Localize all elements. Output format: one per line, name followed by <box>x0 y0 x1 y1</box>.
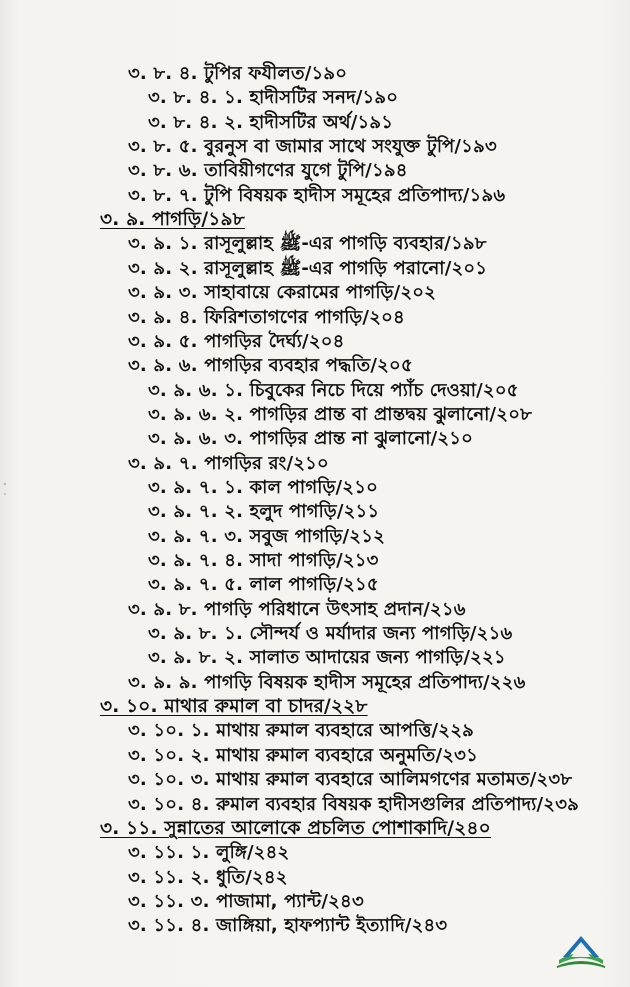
toc-entry: ৩. ১১. ৪. জাঙ্গিয়া, হাফপ্যান্ট ইত্যাদি/২৪৩ <box>128 915 448 936</box>
toc-entry: ৩. ৯. ৪. ফিরিশতাগণের পাগড়ি/২০৪ <box>128 307 405 328</box>
toc-entry: ৩. ৮. ৬. তাবিয়ীগণের যুগে টুপি/১৯৪ <box>128 160 408 181</box>
toc-entry: ৩. ৯. ৭. ৫. লাল পাগড়ি/২১৫ <box>148 574 379 595</box>
toc-entry: ৩. ৯. ৭. ১. কাল পাগড়ি/২১০ <box>148 477 378 498</box>
toc-entry: ৩. ৯. ৬. পাগড়ির ব্যবহার পদ্ধতি/২০৫ <box>128 355 413 376</box>
toc-entry: ৩. ৮. ৭. টুপি বিষয়ক হাদীস সমূহের প্রতিপাদ্য/১৯৬ <box>128 185 506 206</box>
toc-entry: ৩. ৯. ৩. সাহাবায়ে কেরামের পাগড়ি/২০২ <box>128 282 437 303</box>
toc-entry: ৩. ১০. ১. মাথায় রুমাল ব্যবহারে আপত্তি/২২৯ <box>128 720 474 741</box>
toc-entry: ৩. ৯. ৬. ৩. পাগড়ির প্রান্ত না ঝুলানো/২১০ <box>148 428 474 449</box>
book-logo-icon <box>553 930 609 970</box>
toc-entry: ৩. ১০. ২. মাথায় রুমাল ব্যবহারে অনুমতি/২৩১ <box>128 745 478 766</box>
toc-entry: ৩. ১১. ২. ধুতি/২৪২ <box>128 867 288 888</box>
toc-entry: ৩. ৯. ৮. ১. সৌন্দর্য ও মর্যাদার জন্য পাগড়ি/২১৬ <box>148 623 513 644</box>
toc-entry: ৩. ৮. ৪. ১. হাদীসটির সনদ/১৯০ <box>148 87 399 108</box>
toc-entry: ৩. ৯. ৫. পাগড়ির দৈর্ঘ্য/২০৪ <box>128 331 345 352</box>
toc-section-heading: ৩. ১১. সুন্নাতের আলোকে প্রচলিত পোশাকাদি/২৪০ <box>100 818 491 839</box>
toc-entry: ৩. ১১. ১. লুঙ্গি/২৪২ <box>128 842 290 863</box>
toc-entry: ৩. ৯. ৭. ২. হলুদ পাগড়ি/২১১ <box>148 501 380 522</box>
toc-entry: ৩. ১০. ৩. মাথায় রুমাল ব্যবহারে আলিমগণের মতামত/২৩৮ <box>128 769 573 790</box>
toc-entry: ৩. ৯. ৭. পাগড়ির রং/২১০ <box>128 453 329 474</box>
toc-entry: ৩. ৯. ৮. পাগড়ি পরিধানে উৎসাহ প্রদান/২১৬ <box>128 599 466 620</box>
toc-entry: ৩. ৯. ৮. ২. সালাত আদায়ের জন্য পাগড়ি/২২১ <box>148 647 506 668</box>
toc-entry: ৩. ৯. ৬. ২. পাগড়ির প্রান্ত বা প্রান্তদ্বয় ঝুলানো/২০৮ <box>148 404 532 425</box>
toc-section-heading: ৩. ৯. পাগড়ি/১৯৮ <box>100 209 245 230</box>
toc-entry: ৩. ১১. ৩. পাজামা, প্যান্ট/২৪৩ <box>128 891 364 912</box>
toc-entry: ৩. ৮. ৪. টুপির ফযীলত/১৯০ <box>128 63 348 84</box>
page-edge-mark <box>2 478 8 508</box>
toc-entry: ৩. ৯. ৭. ৪. সাদা পাগড়ি/২১৩ <box>148 550 379 571</box>
toc-section-heading: ৩. ১০. মাথার রুমাল বা চাদর/২২৮ <box>100 696 368 717</box>
toc-entry: ৩. ৮. ৫. বুরনুস বা জামার সাথে সংযুক্ত টুপি/১৯৩ <box>128 136 497 157</box>
toc-entry: ৩. ৯. ৬. ১. চিবুকের নিচে দিয়ে প্যাঁচ দেওয়া/২০৫ <box>148 380 519 401</box>
toc-entry: ৩. ৯. ১. রাসূলুল্লাহ ﷺ-এর পাগড়ি ব্যবহার/১৯৮ <box>128 233 487 254</box>
toc-entry: ৩. ৯. ৯. পাগড়ি বিষয়ক হাদীস সমূহের প্রতিপাদ্য/২২৬ <box>128 672 526 693</box>
toc-entry: ৩. ৯. ২. রাসূলুল্লাহ ﷺ-এর পাগড়ি পরানো/২০১ <box>128 258 488 279</box>
toc-entry: ৩. ১০. ৪. রুমাল ব্যবহার বিষয়ক হাদীসগুলির প্রতিপাদ্য/২৩৯ <box>128 794 579 815</box>
toc-entry: ৩. ৯. ৭. ৩. সবুজ পাগড়ি/২১২ <box>148 526 385 547</box>
toc-entry: ৩. ৮. ৪. ২. হাদীসটির অর্থ/১৯১ <box>148 112 394 133</box>
